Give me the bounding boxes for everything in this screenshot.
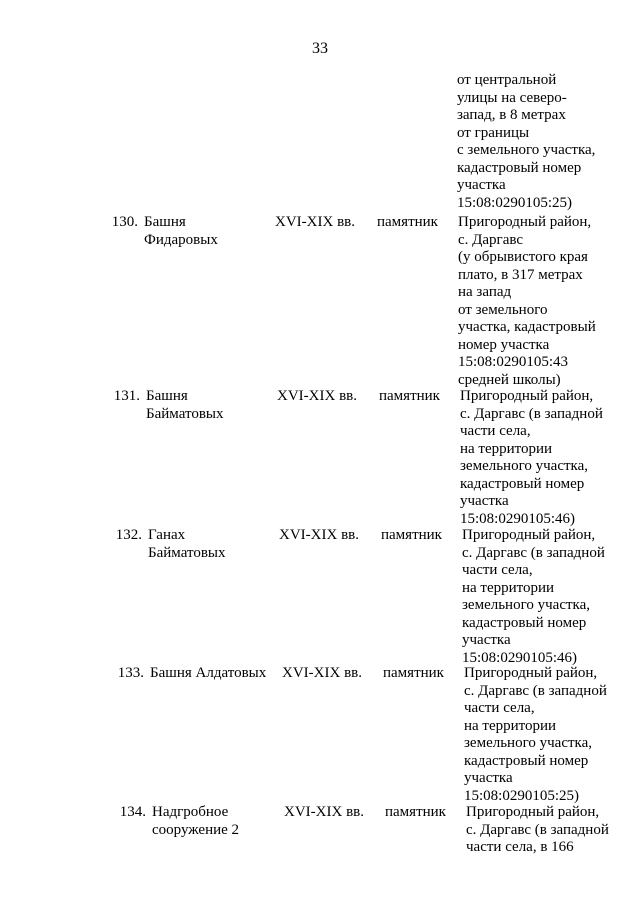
- location-line: кадастровый номер: [457, 159, 582, 176]
- entry-period: XVI-XIX вв.: [277, 388, 357, 404]
- name-line: Ганах: [148, 527, 186, 543]
- location-line: Пригородный район,: [462, 527, 596, 543]
- location-line: запад, в 8 метрах: [457, 107, 566, 123]
- location-line: от земельного: [458, 301, 548, 318]
- entry-number: 130.: [111, 214, 138, 230]
- location-line: с земельного участка,: [457, 142, 596, 158]
- location-line: части села,: [460, 423, 531, 439]
- location-line: кадастровый номер: [460, 475, 585, 492]
- location-line: номер участка: [458, 336, 550, 353]
- location-line: 15:08:0290105:46): [460, 510, 575, 527]
- entry-type: памятник: [383, 665, 444, 681]
- location-line: части села,: [462, 562, 533, 578]
- entry-period: XVI-XIX вв.: [275, 214, 355, 230]
- location-line: на запад: [458, 284, 512, 300]
- location-line: с. Даргавс (в западной: [460, 405, 603, 422]
- location-line: от центральной: [457, 72, 557, 88]
- entry-name: [152, 804, 239, 839]
- location-line: 15:08:0290105:25): [457, 194, 572, 211]
- location-line: на территории: [464, 717, 557, 734]
- location-line: улицы на северо-: [457, 89, 567, 106]
- entry-period: XVI-XIX вв.: [279, 527, 359, 543]
- location-line: части села, в 166: [466, 839, 574, 855]
- entry-period: XVI-XIX вв.: [282, 665, 362, 681]
- location-line: 15:08:0290105:43: [458, 354, 569, 370]
- location-line: Пригородный район,: [466, 804, 600, 820]
- location-line: участка: [457, 177, 506, 193]
- entry-location: [462, 527, 605, 667]
- location-line: (у обрывистого края: [458, 249, 588, 265]
- location-line: с. Даргавс (в западной: [466, 821, 609, 838]
- location-line: плато, в 317 метрах: [458, 266, 583, 283]
- entry-location: [458, 214, 596, 389]
- location-line: с. Даргавс (в западной: [464, 682, 607, 699]
- entry-number: 131.: [113, 388, 140, 404]
- entry-type: памятник: [385, 804, 446, 820]
- location-line: 15:08:0290105:46): [462, 649, 577, 666]
- entry-type: памятник: [379, 388, 440, 404]
- name-line: Байматовых: [148, 544, 226, 561]
- entry-location: [460, 388, 603, 528]
- location-line: от границы: [457, 124, 530, 141]
- entry-type: памятник: [377, 214, 438, 230]
- location-line: на территории: [462, 579, 555, 596]
- entry-type: памятник: [381, 527, 442, 543]
- name-line: Байматовых: [146, 405, 224, 422]
- location-line: Пригородный район,: [458, 214, 592, 230]
- entry-number: 134.: [119, 804, 146, 820]
- location-line: земельного участка,: [464, 735, 592, 751]
- location-line: на территории: [460, 440, 553, 457]
- continuation-location: [457, 72, 632, 212]
- location-line: участка: [462, 632, 511, 648]
- location-line: участка, кадастровый: [458, 319, 596, 335]
- location-line: Пригородный район,: [464, 665, 598, 681]
- location-line: с. Даргавс: [458, 231, 524, 248]
- page-number: 33: [312, 40, 328, 57]
- name-line: Надгробное: [152, 804, 229, 820]
- name-line: сооружение 2: [152, 821, 240, 838]
- entry-period: XVI-XIX вв.: [284, 804, 364, 820]
- location-line: кадастровый номер: [462, 614, 587, 631]
- entry-number: 133.: [117, 665, 144, 681]
- entry-location: [466, 804, 609, 857]
- entry-name: [144, 214, 218, 249]
- name-line: Башня: [146, 388, 188, 404]
- location-line: участка: [464, 770, 513, 786]
- location-line: средней школы): [458, 371, 561, 388]
- location-line: 15:08:0290105:25): [464, 787, 579, 804]
- location-line: земельного участка,: [462, 597, 590, 613]
- name-line: Башня Алдатовых: [150, 665, 267, 681]
- location-line: кадастровый номер: [464, 752, 589, 769]
- location-line: земельного участка,: [460, 458, 588, 474]
- entry-location: [464, 665, 607, 805]
- location-line: участка: [460, 493, 509, 509]
- entry-name: [148, 527, 225, 562]
- location-line: Пригородный район,: [460, 388, 594, 404]
- entry-number: 132.: [115, 527, 142, 543]
- name-line: Фидаровых: [144, 231, 218, 248]
- entry-name: [146, 388, 223, 423]
- location-line: с. Даргавс (в западной: [462, 544, 605, 561]
- entry-name: [150, 665, 266, 683]
- location-line: части села,: [464, 700, 535, 716]
- name-line: Башня: [144, 214, 186, 230]
